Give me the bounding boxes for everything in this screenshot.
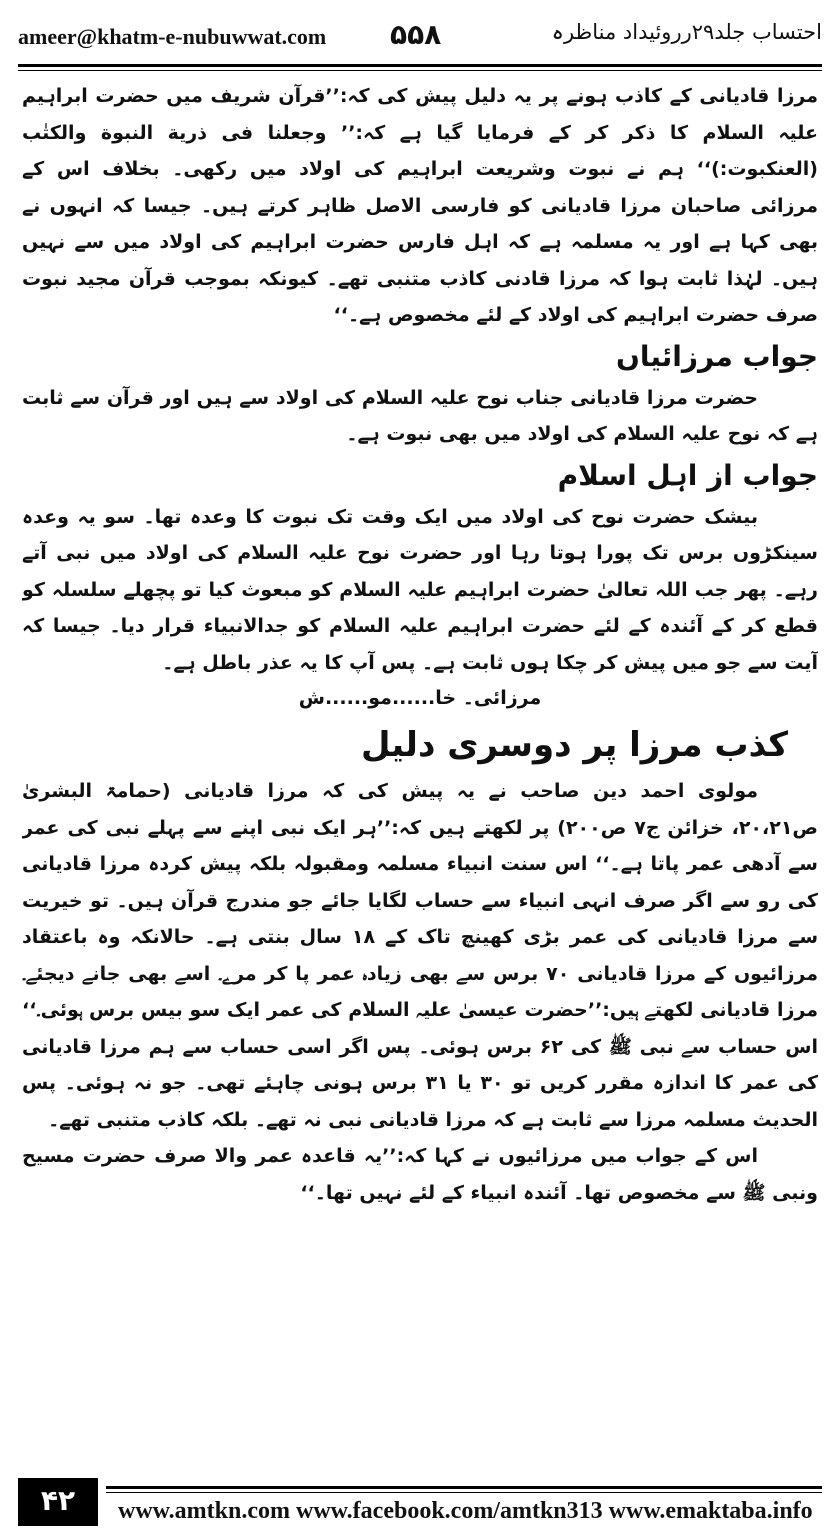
header-email: ameer@khatm-e-nubuwwat.com <box>18 24 327 49</box>
footer-links: www.amtkn.com www.facebook.com/amtkn313 www.emaktaba.info <box>118 1498 813 1524</box>
footer-rule <box>106 1486 822 1489</box>
header-page-number: ۵۵۸ <box>390 18 442 51</box>
signature-line: مرزائی۔ خا......مو......ش <box>298 687 542 709</box>
heading-mirzai-reply: جواب مرزائیاں <box>615 339 818 373</box>
footer-page-number: ۴۲ <box>18 1478 98 1526</box>
page-footer <box>18 1478 822 1530</box>
header-rule <box>18 64 822 67</box>
paragraph-second-argument: مولوی احمد دین صاحب نے یہ پیش کی کہ مرزا قادیانی (حمامۃ البشریٰ ص۲۰،۲۱، خزائن ج۷ ص۲۰۰) پر لکھتے ہیں کہ:’’ہر ایک نبی اپنے سے پہلے نبی کی عمر سے آدھی عمر پاتا ہے۔‘‘ اس سنت انبیاء مسلمہ ومقبولہ بلکہ پیش کردہ مرزا قادیانی کی رو سے اگر صرف انہی انبیاء سے حساب لگایا جائے جو مندرج قرآن ہیں۔ تو خیریت سے مرزا قادیانی کی عمر بڑی کھینچ تاک کے ۱۸ سال بنتی ہے۔ حالانکہ وہ باعتقاد مرزائیوں کے مرزا قادیانی ۷۰ برس سے بھی زیادہ عمر پا کر مرے۔ اسے بھی جانے دیجئے۔ مرزا قادیانی لکھتے ہیں:’’حضرت عیسیٰ علیہ السلام کی عمر ایک سو بیس برس ہوئی۔‘‘ اس حساب سے نبی ﷺ کی ۶۲ برس ہوئی۔ پس اگر اسی حساب سے ہم مرزا قادیانی کی عمر کا اندازہ مقرر کریں تو ۳۰ یا ۳۱ برس ہونی چاہئے تھی۔ جو نہ ہوئی۔ پس الحدیث مسلمہ مرزا سے ثابت ہے کہ مرزا قادیانی نبی نہ تھے۔ بلکہ کاذب متنبی تھے۔ <box>22 780 818 1131</box>
page-header <box>18 18 822 62</box>
footer-rule-thin <box>106 1492 822 1493</box>
paragraph-mirzai-answer: اس کے جواب میں مرزائیوں نے کہا کہ:’’یہ قاعدہ عمر والا صرف حضرت مسیح ونبی ﷺ سے مخصوص تھا۔ آئندہ انبیاء کے لئے نہیں تھا۔‘‘ <box>22 1145 818 1204</box>
header-rule-thin <box>18 70 822 71</box>
running-title: احتساب جلد۲۹رروئیداد مناظرہ <box>551 20 822 44</box>
heading-islam-reply: جواب از اہل اسلام <box>557 458 818 492</box>
page-body <box>22 78 818 1468</box>
paragraph-argument: مرزا قادیانی کے کاذب ہونے پر یہ دلیل پیش کی کہ:’’قرآن شریف میں حضرت ابراہیم علیہ السلام کا ذکر کر کے فرمایا گیا ہے کہ:’’ وجعلنا فی ذریة النبوة والکتٰب (العنکبوت:)‘‘ ہم نے نبوت وشریعت ابراہیم کی اولاد میں رکھی۔ بخلاف اس کے مرزائی صاحبان مرزا قادیانی کو فارسی الاصل ظاہر کرتے ہیں۔ جیسا کہ انہوں نے بھی کہا ہے اور یہ مسلمہ ہے کہ اہل فارس حضرت ابراہیم کی اولاد میں سے نہیں ہیں۔ لہٰذا ثابت ہوا کہ مرزا قادنی کاذب متنبی تھے۔ کیونکہ بموجب قرآن مجید نبوت صرف حضرت ابراہیم کی اولاد کے لئے مخصوص ہے۔‘‘ <box>22 85 818 326</box>
paragraph-islam-reply: بیشک حضرت نوح کی اولاد میں ایک وقت تک نبوت کا وعدہ تھا۔ سو یہ وعدہ سینکڑوں برس تک پورا ہوتا رہا اور حضرت نوح علیہ السلام کی اولاد میں نبی آتے رہے۔ پھر جب اللہ تعالیٰ حضرت ابراہیم علیہ السلام کو مبعوث کیا تو پچھلے سلسلہ کو قطع کر کے آئندہ کے لئے حضرت ابراہیم علیہ السلام کو جدالانبیاء قرار دیا۔ جیسا کہ آیت سے جو میں پیش کر چکا ہوں ثابت ہے۔ پس آپ کا یہ عذر باطل ہے۔ <box>22 505 818 674</box>
paragraph-mirzai-reply: حضرت مرزا قادیانی جناب نوح علیہ السلام کی اولاد سے ہیں اور قرآن سے ثابت ہے کہ نوح علیہ السلام کی اولاد میں بھی نبوت ہے۔ <box>22 386 818 445</box>
heading-second-argument: کذب مرزا پر دوسری دلیل <box>360 725 788 765</box>
